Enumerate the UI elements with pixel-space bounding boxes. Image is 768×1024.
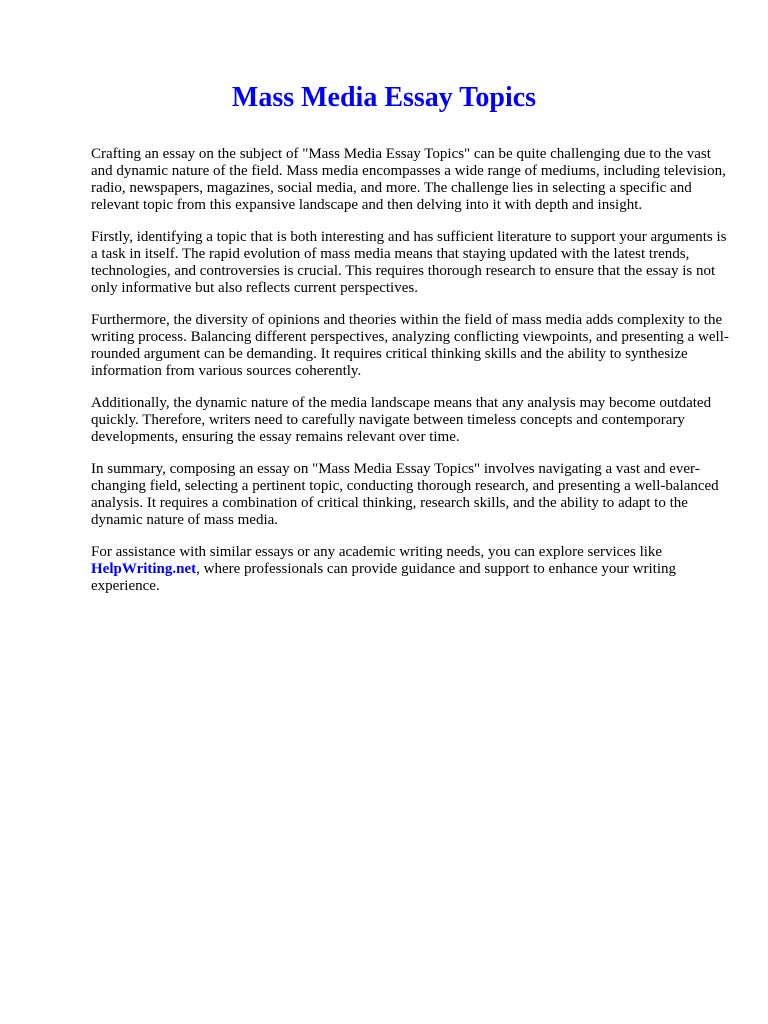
paragraph-furthermore: Furthermore, the diversity of opinions and theories within the field of mass media adds complexity to the writing process. Balancing different perspectives, analyzing conflicting viewpoints, and presenting a well-rounded argument can be demanding. It requires critical thinking skills and the ability to synthesize information from various sources coherently. [91, 312, 729, 379]
closing-text-after-link: , where professionals can provide guidance and support to enhance your writing experience. [91, 561, 676, 594]
page-title: Mass Media Essay Topics [231, 82, 537, 113]
paragraph-closing [91, 544, 731, 595]
paragraph-intro: Crafting an essay on the subject of "Mass Media Essay Topics" can be quite challenging due to the vast and dynamic nature of the field. Mass media encompasses a wide range of mediums, including television, radio, newspapers, magazines, social media, and more. The challenge lies in selecting a specific and relevant topic from this expansive landscape and then delving into it with depth and insight. [91, 146, 726, 213]
closing-text-before-link: For assistance with similar essays or any academic writing needs, you can explore services like [91, 544, 663, 560]
paragraph-additionally: Additionally, the dynamic nature of the media landscape means that any analysis may become outdated quickly. Therefore, writers need to carefully navigate between timeless concepts and contemporary developments, ensuring the essay remains relevant over time. [91, 395, 712, 445]
essay-body [91, 146, 731, 610]
paragraph-summary: In summary, composing an essay on "Mass Media Essay Topics" involves navigating a vast and ever-changing field, selecting a pertinent topic, conducting thorough research, and presenting a well-balanced analysis. It requires a combination of critical thinking, research skills, and the ability to adapt to the dynamic nature of mass media. [91, 461, 719, 528]
paragraph-firstly: Firstly, identifying a topic that is both interesting and has sufficient literature to support your arguments is a task in itself. The rapid evolution of mass media means that staying updated with the latest trends, technologies, and controversies is crucial. This requires thorough research to ensure that the essay is not only informative but also reflects current perspectives. [91, 229, 727, 296]
helpwriting-link[interactable]: HelpWriting.net [91, 561, 197, 577]
